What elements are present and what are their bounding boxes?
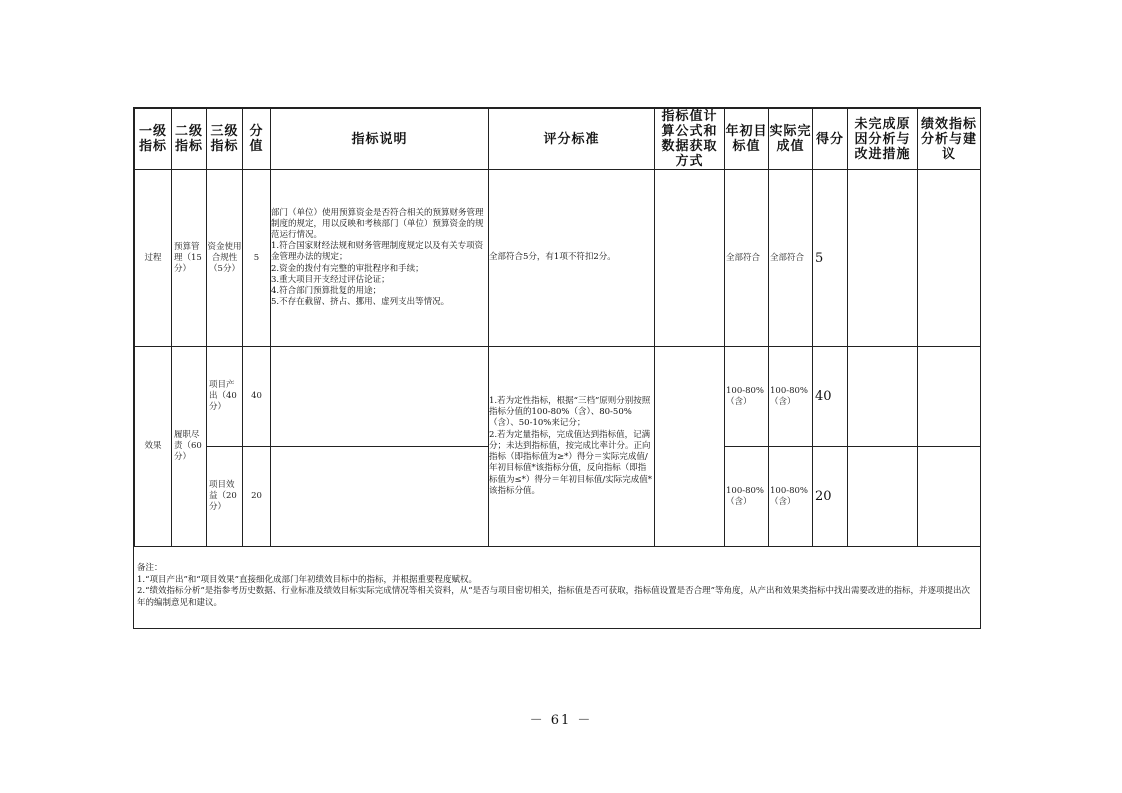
process-description: 部门（单位）使用预算资金是否符合相关的预算财务管理制度的规定，用以反映和考核部门（单位）预算资金的规范运行情况。 1.符合国家财经法规和财务管理制度规定以及有关专项资金管理办法的规定； 2.资金的拨付有完整的审批程序和手续； 3.重大项目开支经过评估论证； 4.符合部门预算批复的用途； 5.不存在截留、挤占、挪用、虚列支出等情况。 bbox=[271, 170, 489, 347]
header-row bbox=[135, 109, 981, 170]
header-level1: 一级指标 bbox=[135, 109, 172, 170]
output-row bbox=[135, 347, 981, 447]
header-analysis: 绩效指标分析与建议 bbox=[918, 109, 981, 170]
benefit-description bbox=[271, 447, 489, 547]
notes-line-2: 2.“绩效指标分析”是指参考历史数据、行业标准及绩效目标实际完成情况等相关资料，从“是否与项目密切相关，指标值是否可获取，指标值设置是否合理”等角度，从产出和效果类指标中找出需要改进的指标，并逐项提出次年的编制意见和建议。 bbox=[137, 586, 971, 608]
effect-level2: 履职尽责（60分） bbox=[172, 347, 207, 547]
performance-table-sheet bbox=[133, 107, 981, 629]
benefit-value: 20 bbox=[243, 447, 271, 547]
benefit-level3: 项目效益（20分） bbox=[207, 447, 243, 547]
effect-formula bbox=[655, 347, 725, 547]
effect-criteria: 1.若为定性指标，根据“三档”原则分别按照指标分值的100-80%（含）、80-50%（含）、50-10%来记分； 2.若为定量指标，完成值达到指标值，记满分；未达到指标值，按完成比率计分。正向指标（即指标值为≥*）得分＝实际完成值/年初目标值*该指标分值，反向指标（即指标值为≤*）得分＝年初目标值/实际完成值*该指标分值。 bbox=[489, 347, 655, 547]
header-description: 指标说明 bbox=[271, 109, 489, 170]
process-row bbox=[135, 170, 981, 347]
performance-table bbox=[134, 108, 981, 547]
header-target: 年初目标值 bbox=[725, 109, 769, 170]
benefit-reason bbox=[848, 447, 918, 547]
effect-level1: 效果 bbox=[135, 347, 172, 547]
process-level2: 预算管理（15分） bbox=[172, 170, 207, 347]
process-score: 5 bbox=[813, 170, 848, 347]
notes-section bbox=[134, 546, 980, 628]
header-score-value: 分值 bbox=[243, 109, 271, 170]
benefit-analysis bbox=[918, 447, 981, 547]
output-analysis bbox=[918, 347, 981, 447]
process-criteria: 全部符合5分，有1项不符扣2分。 bbox=[489, 170, 655, 347]
process-reason bbox=[848, 170, 918, 347]
header-actual: 实际完成值 bbox=[769, 109, 813, 170]
output-target: 100-80%（含） bbox=[725, 347, 769, 447]
output-value: 40 bbox=[243, 347, 271, 447]
header-score: 得分 bbox=[813, 109, 848, 170]
header-reason: 未完成原因分析与改进措施 bbox=[848, 109, 918, 170]
benefit-actual: 100-80%（含） bbox=[769, 447, 813, 547]
process-level3: 资金使用合规性（5分） bbox=[207, 170, 243, 347]
process-actual: 全部符合 bbox=[769, 170, 813, 347]
process-formula bbox=[655, 170, 725, 347]
process-analysis bbox=[918, 170, 981, 347]
output-level3: 项目产出（40分） bbox=[207, 347, 243, 447]
output-score: 40 bbox=[813, 347, 848, 447]
output-description bbox=[271, 347, 489, 447]
output-actual: 100-80%（含） bbox=[769, 347, 813, 447]
header-level3: 三级指标 bbox=[207, 109, 243, 170]
header-formula: 指标值计算公式和数据获取方式 bbox=[655, 109, 725, 170]
output-reason bbox=[848, 347, 918, 447]
process-value: 5 bbox=[243, 170, 271, 347]
page-number: － 61 － bbox=[529, 713, 593, 728]
notes-line-1: 1.“项目产出”和“项目效果”直接细化成部门年初绩效目标中的指标，并根据重要程度赋权。 bbox=[137, 574, 477, 585]
header-level2: 二级指标 bbox=[172, 109, 207, 170]
process-level1: 过程 bbox=[135, 170, 172, 347]
process-target: 全部符合 bbox=[725, 170, 769, 347]
notes-title: 备注： bbox=[137, 563, 163, 573]
header-criteria: 评分标准 bbox=[489, 109, 655, 170]
benefit-score: 20 bbox=[813, 447, 848, 547]
benefit-target: 100-80%（含） bbox=[725, 447, 769, 547]
